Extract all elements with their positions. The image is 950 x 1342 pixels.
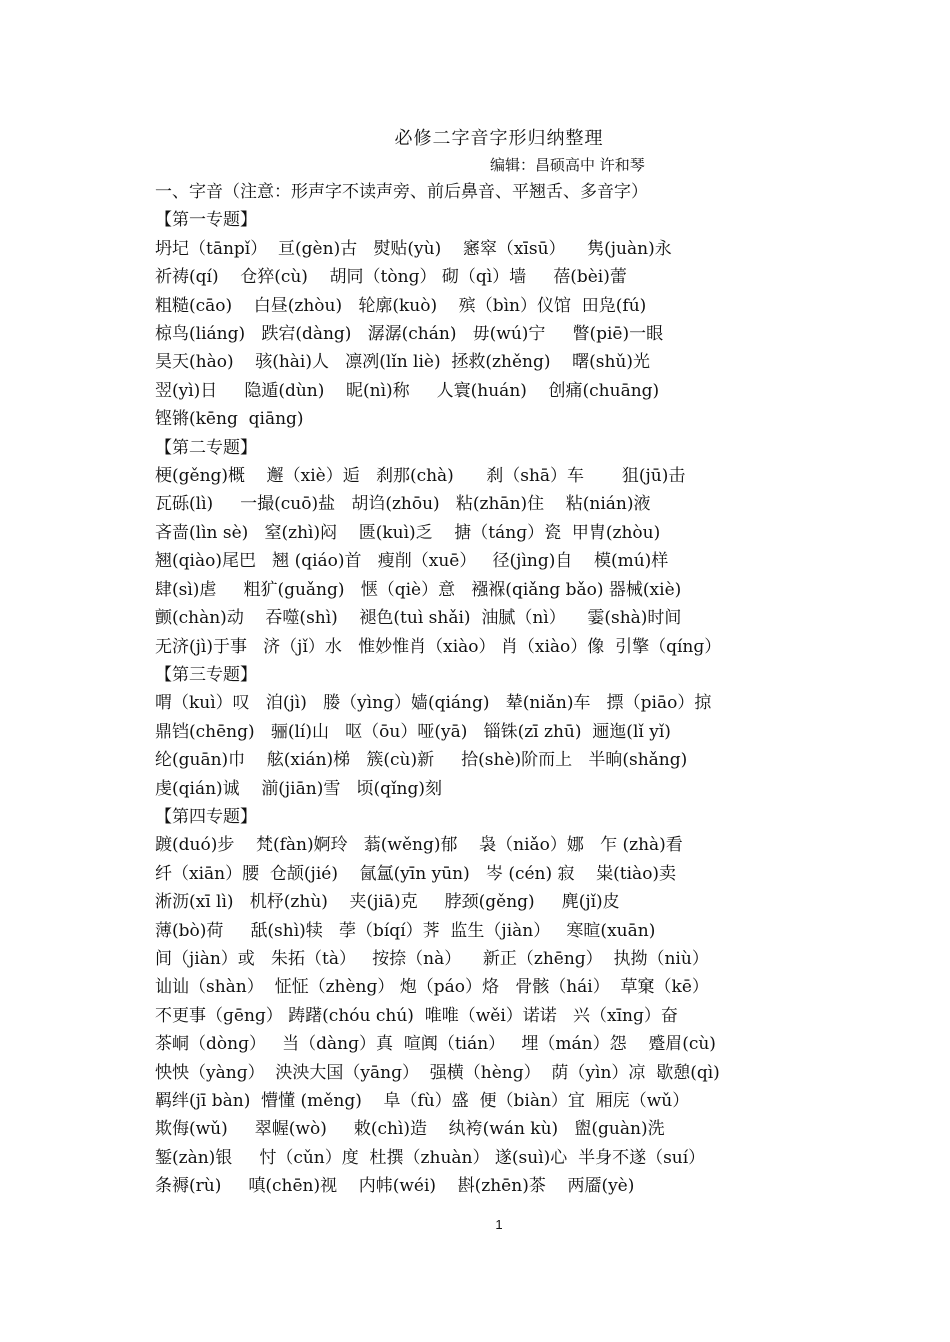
vocab-line: 淅沥(xī lì) 机杼(zhù) 夹(jiā)克 脖颈(gěng) 麂(jǐ)皮 (155, 892, 620, 913)
vocab-line: 梗(gěng)概 邂（xiè）逅 刹那(chà) 刹（shā）车 狙(jū)击 (155, 466, 686, 487)
section-heading: 一、字音（注意：形声字不读声旁、前后鼻音、平翘舌、多音字） (155, 182, 648, 202)
vocab-line: 欺侮(wǔ) 翠幄(wò) 敕(chì)造 纨袴(wán kù) 盥(guàn)洗 (155, 1119, 665, 1140)
topic-heading: 【第三专题】 (155, 664, 257, 685)
vocab-line: 鼎铛(chēng) 骊(lí)山 呕（ōu）哑(yā) 锱铢(zī zhū) 逦迤(lǐ yǐ) (155, 721, 671, 742)
document-title: 必修二字音字形归纳整理 (394, 128, 604, 149)
vocab-line: 瓦砾(lì) 一撮(cuō)盐 胡诌(zhōu) 粘(zhān)住 粘(nián)液 (155, 494, 651, 515)
vocab-line: 昊天(hào) 骇(hài)人 凛冽(lǐn liè) 拯救(zhěng) 曙(shǔ)光 (155, 352, 650, 373)
vocab-line: 纤（xiān）腰 仓颉(jié) 氤氲(yīn yūn) 岑 (cén) 寂 粜(tiào)卖 (155, 863, 677, 884)
vocab-line: 椋鸟(liáng) 跌宕(dàng) 潺潺(chán) 毋(wú)宁 瞥(piē)一眼 (155, 324, 664, 345)
vocab-line: 虔(qián)诚 湔(jiān)雪 顷(qǐng)刻 (155, 778, 442, 799)
vocab-line: 祈祷(qí) 仓猝(cù) 胡同（tònɡ） 砌（qì）墙 蓓(bèi)蕾 (155, 267, 627, 288)
vocab-line: 翌(yì)日 隐遁(dùn) 昵(nì)称 人寰(huán) 创痛(chuāng) (155, 380, 660, 401)
vocab-line: 薄(bò)荷 舐(shì)犊 荸（bíqí）荠 监生（jiàn） 寒暄(xuān) (155, 920, 656, 941)
topic-heading: 【第一专题】 (155, 210, 257, 231)
vocab-line: 铿锵(kēng qiāng) (155, 409, 304, 430)
vocab-line: 錾(zàn)银 忖（cǔn）度 杜撰（zhuàn） 遂(suì)心 半身不遂（suí） (155, 1147, 706, 1168)
document-body (155, 178, 875, 1201)
vocab-line: 讪讪（shàn） 怔怔（zhènɡ） 炮（páo）烙 骨骸（hái） 草窠（kē） (155, 977, 709, 998)
vocab-line: 间（jiàn）或 朱拓（tà） 按捺（nà） 新正（zhēnɡ） 执拗（niù） (155, 948, 709, 969)
topic-heading: 【第二专题】 (155, 437, 257, 458)
vocab-line: 喟（kuì）叹 洎(jì) 媵（yìnɡ）嫱(qiáng) 辇(niǎn)车 摽（piāo）掠 (155, 693, 712, 714)
vocab-line: 粗糙(cāo) 白昼(zhòu) 轮廓(kuò) 殡（bìn）仪馆 田凫(fú) (155, 295, 647, 316)
vocab-line: 羁绊(jī bàn) 懵懂 (měng) 阜（fù）盛 便（biàn）宜 厢庑（wǔ） (155, 1091, 690, 1111)
vocab-line: 肆(sì)虐 粗犷(guǎng) 惬（qiè）意 襁褓(qiǎng bǎo) 器械(xiè) (155, 579, 682, 600)
vocab-line: 怏怏（yànɡ） 泱泱大国（yānɡ） 强横（hènɡ） 荫（yìn）凉 歇憩(qì) (155, 1062, 720, 1083)
vocab-line: 踱(duó)步 梵(fàn)婀玲 蓊(wěng)郁 袅（niǎo）娜 乍 (zhà)看 (155, 835, 683, 856)
topic-heading: 【第四专题】 (155, 806, 257, 827)
page-number: 1 (495, 1217, 503, 1232)
vocab-line: 茶峒（dònɡ） 当（dànɡ）真 喧阗（tián） 埋（mán）怨 蹙眉(cù) (155, 1034, 716, 1055)
vocab-line: 无济(jì)于事 济（jǐ）水 惟妙惟肖（xiào） 肖（xiào）像 引擎（qínɡ） (155, 636, 722, 657)
editor-credit: 编辑：昌硕高中 许和琴 (490, 156, 645, 174)
vocab-line: 颤(chàn)动 吞噬(shì) 褪色(tuì shǎi) 油腻（nì） 霎(shà)时间 (155, 608, 682, 629)
vocab-line: 不更事（ɡēnɡ） 踌躇(chóu chú) 唯唯（wěi）诺诺 兴（xīnɡ）奋 (155, 1005, 678, 1026)
vocab-line: 坍圮（tānpǐ） 亘(gèn)古 熨贴(yù) 窸窣（xīsū） 隽(juàn)永 (155, 238, 672, 259)
vocab-line: 条褥(rù) 嗔(chēn)视 内帏(wéi) 斟(zhēn)茶 两靥(yè) (155, 1176, 635, 1197)
vocab-line: 吝啬(lìn sè) 窒(zhì)闷 匮(kuì)乏 搪（tánɡ）瓷 甲胄(zhòu) (155, 522, 661, 543)
vocab-line: 纶(guān)巾 舷(xián)梯 簇(cù)新 拾(shè)阶而上 半晌(shǎng) (155, 750, 688, 771)
vocab-line: 翘(qiào)尾巴 翘 (qiáo)首 瘦削（xuē） 径(jìng)自 模(mú)样 (155, 551, 669, 572)
